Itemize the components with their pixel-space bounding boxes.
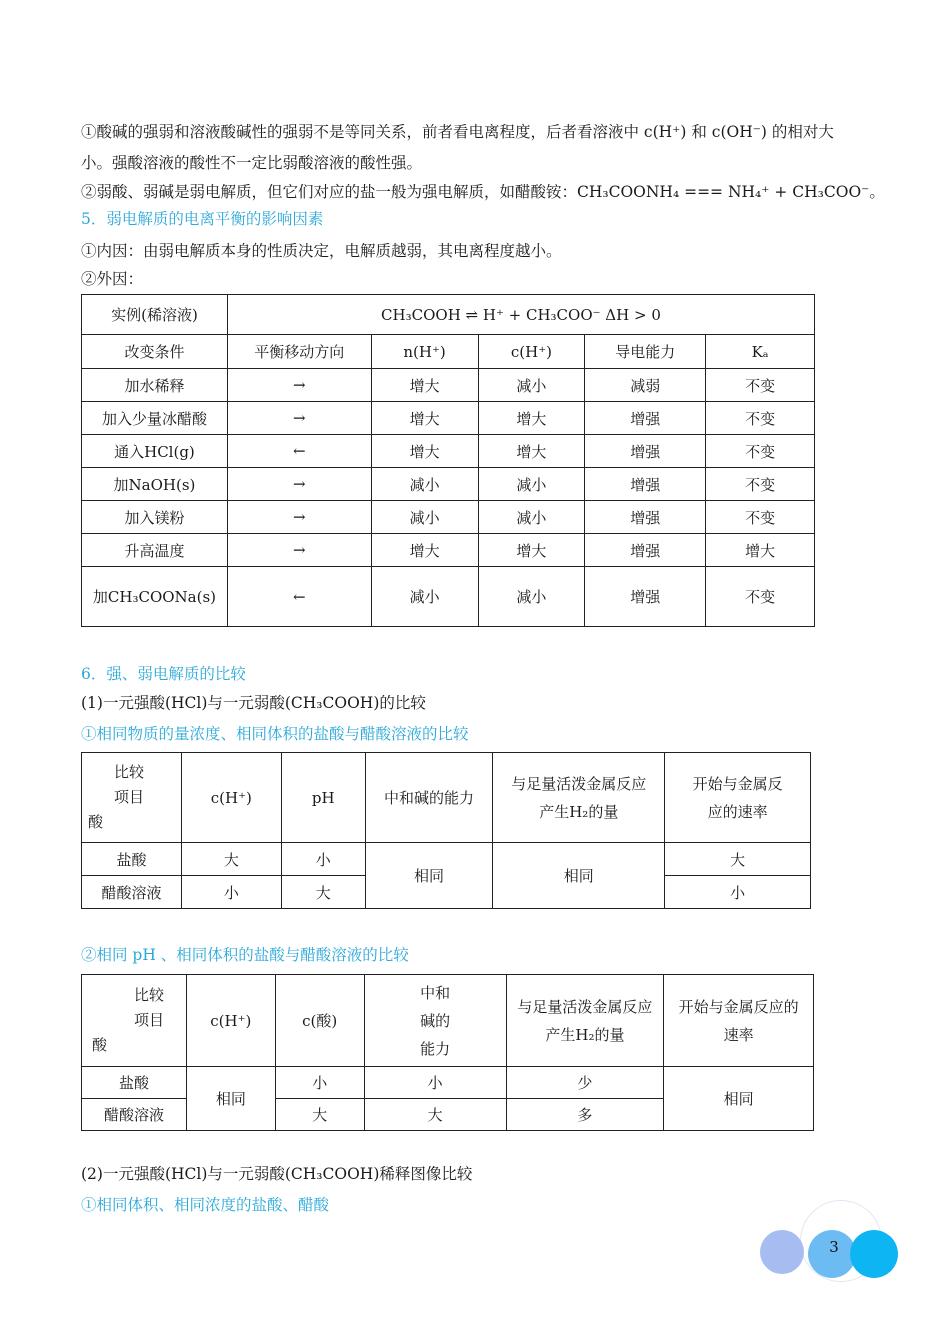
cell: 不变: [706, 567, 815, 627]
cell: 减小: [478, 468, 585, 501]
header-c-h: c(H⁺): [186, 975, 275, 1067]
example-label: 实例(稀溶液): [82, 295, 228, 335]
subsection-1a-heading: ①相同物质的量浓度、相同体积的盐酸与醋酸溶液的比较: [81, 725, 469, 743]
cell: 减小: [371, 468, 478, 501]
cell: 增大: [371, 435, 478, 468]
table-row: [82, 843, 811, 876]
cell: ←: [227, 435, 371, 468]
cell: 大: [364, 1099, 506, 1131]
header-rate: 开始与金属反应的速率: [665, 753, 811, 843]
cell: 增大: [371, 534, 478, 567]
cell: 减小: [371, 501, 478, 534]
cell: 减弱: [585, 369, 706, 402]
header-condition: 改变条件: [82, 335, 228, 369]
section-5-heading: 5．弱电解质的电离平衡的影响因素: [81, 210, 324, 228]
header-c-acid: c(酸): [275, 975, 364, 1067]
row-label-hcl: 盐酸: [82, 843, 182, 876]
header-ph: pH: [281, 753, 365, 843]
same-ph-table: [81, 974, 814, 1131]
cell: 不变: [706, 468, 815, 501]
cell: 减小: [478, 501, 585, 534]
cell: 减小: [478, 567, 585, 627]
cell: →: [227, 369, 371, 402]
cell: 相同: [365, 843, 493, 909]
table-row: [82, 534, 815, 567]
cell: 小: [275, 1067, 364, 1099]
paragraph-internal-factor: ①内因：由弱电解质本身的性质决定，电解质越弱，其电离程度越小。: [81, 242, 562, 260]
table-row: [82, 501, 815, 534]
decorative-circle: [850, 1230, 898, 1278]
cell: →: [227, 402, 371, 435]
cell: 大: [281, 876, 365, 909]
cell: →: [227, 534, 371, 567]
cell: 加入镁粉: [82, 501, 228, 534]
cell: →: [227, 468, 371, 501]
diagonal-header: [82, 975, 187, 1067]
cell: 增大: [478, 435, 585, 468]
page-number: 3: [829, 1238, 839, 1256]
equation: CH₃COOH ⇌ H⁺ + CH₃COO⁻ ΔH > 0: [227, 295, 814, 335]
header-c-h: c(H⁺): [478, 335, 585, 369]
cell: 多: [506, 1099, 664, 1131]
cell: 通入HCl(g): [82, 435, 228, 468]
decorative-circle: [760, 1230, 804, 1274]
cell: ←: [227, 567, 371, 627]
header-rate: 开始与金属反应的速率: [664, 975, 814, 1067]
header-neutralize: 中和碱的能力: [364, 975, 506, 1067]
header-ka: Kₐ: [706, 335, 815, 369]
diag-acid: 酸: [88, 813, 104, 831]
table-row: [82, 1067, 814, 1099]
header-c-h: c(H⁺): [181, 753, 281, 843]
cell: 增大: [371, 369, 478, 402]
cell: 减小: [478, 369, 585, 402]
cell: 增大: [706, 534, 815, 567]
cell: 相同: [664, 1067, 814, 1131]
cell: 少: [506, 1067, 664, 1099]
paragraph-1: ①酸碱的强弱和溶液酸碱性的强弱不是等同关系，前者看电离程度，后者看溶液中 c(H⁺) 和 c(OH⁻) 的相对大: [81, 123, 834, 141]
cell: 增强: [585, 435, 706, 468]
cell: 不变: [706, 402, 815, 435]
diag-item: 项目: [114, 788, 145, 806]
cell: 加入少量冰醋酸: [82, 402, 228, 435]
paragraph-1-cont: 小。强酸溶液的酸性不一定比弱酸溶液的酸性强。: [81, 154, 423, 172]
diag-compare: 比较: [114, 763, 145, 781]
cell: 相同: [493, 843, 665, 909]
table-row: [82, 402, 815, 435]
section-6-heading: 6．强、弱电解质的比较: [81, 665, 246, 683]
diag-compare: 比较: [134, 986, 165, 1004]
cell: 增强: [585, 402, 706, 435]
header-h2-amount: 与足量活泼金属反应产生H₂的量: [506, 975, 664, 1067]
cell: 小: [281, 843, 365, 876]
cell: 增大: [371, 402, 478, 435]
cell: 减小: [371, 567, 478, 627]
cell: 不变: [706, 435, 815, 468]
cell: 增大: [478, 534, 585, 567]
header-h2-amount: 与足量活泼金属反应产生H₂的量: [493, 753, 665, 843]
subsection-1: (1)一元强酸(HCl)与一元弱酸(CH₃COOH)的比较: [81, 694, 426, 712]
cell: 加水稀释: [82, 369, 228, 402]
cell: 升高温度: [82, 534, 228, 567]
cell: 小: [181, 876, 281, 909]
table-row: [82, 567, 815, 627]
ionization-equilibrium-table: [81, 294, 815, 627]
page-number-badge: [760, 1200, 905, 1280]
header-neutralize: 中和碱的能力: [365, 753, 493, 843]
cell: 不变: [706, 501, 815, 534]
row-label-hcl: 盐酸: [82, 1067, 187, 1099]
row-label-acetic: 醋酸溶液: [82, 876, 182, 909]
paragraph-external-factor: ②外因：: [81, 270, 144, 288]
cell: 不变: [706, 369, 815, 402]
cell: 加NaOH(s): [82, 468, 228, 501]
cell: 大: [275, 1099, 364, 1131]
cell: 相同: [186, 1067, 275, 1131]
row-label-acetic: 醋酸溶液: [82, 1099, 187, 1131]
cell: 增强: [585, 567, 706, 627]
cell: 小: [665, 876, 811, 909]
cell: 增大: [478, 402, 585, 435]
cell: 增强: [585, 468, 706, 501]
diag-item: 项目: [134, 1011, 165, 1029]
same-concentration-table: [81, 752, 811, 909]
cell: 小: [364, 1067, 506, 1099]
cell: →: [227, 501, 371, 534]
paragraph-2: ②弱酸、弱碱是弱电解质，但它们对应的盐一般为强电解质，如醋酸铵：CH₃COONH₄ === NH₄⁺ + CH₃COO⁻。: [81, 183, 885, 201]
cell: 增强: [585, 534, 706, 567]
header-n-h: n(H⁺): [371, 335, 478, 369]
subsection-2: (2)一元强酸(HCl)与一元弱酸(CH₃COOH)稀释图像比较: [81, 1165, 473, 1183]
cell: 增强: [585, 501, 706, 534]
cell: 大: [665, 843, 811, 876]
diag-acid: 酸: [92, 1036, 108, 1054]
subsection-2a-heading: ①相同体积、相同浓度的盐酸、醋酸: [81, 1196, 330, 1214]
cell: 大: [181, 843, 281, 876]
table-row: [82, 369, 815, 402]
subsection-1b-heading: ②相同 pH 、相同体积的盐酸与醋酸溶液的比较: [81, 946, 409, 964]
diagonal-header: [82, 753, 182, 843]
table-row: [82, 468, 815, 501]
header-conductivity: 导电能力: [585, 335, 706, 369]
cell: 加CH₃COONa(s): [82, 567, 228, 627]
table-row: [82, 435, 815, 468]
header-direction: 平衡移动方向: [227, 335, 371, 369]
